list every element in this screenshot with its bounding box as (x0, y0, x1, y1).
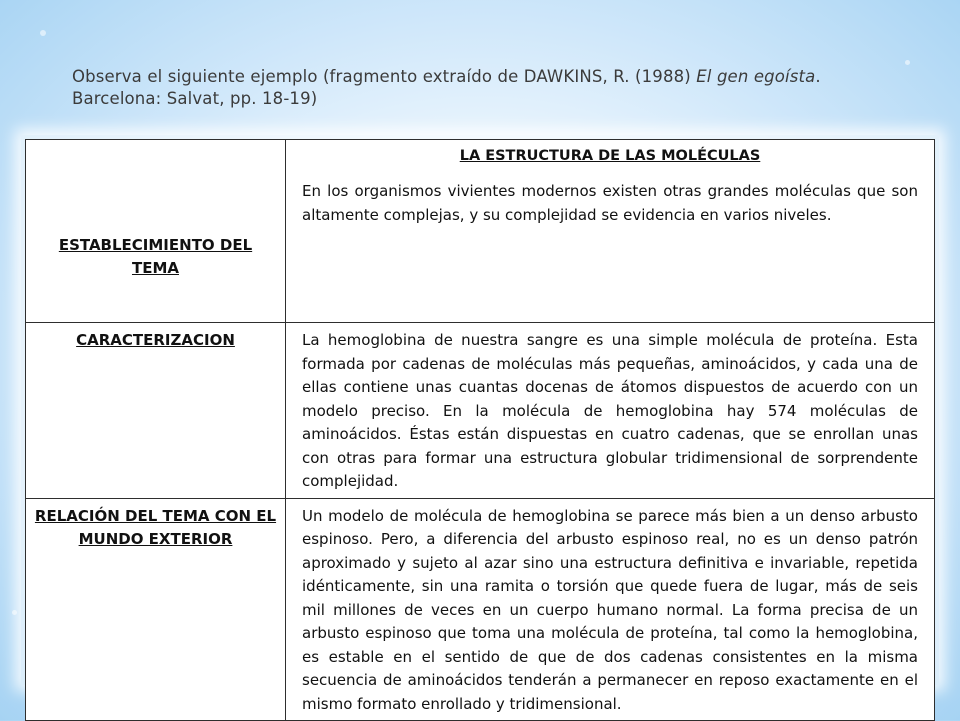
background-sparkle (12, 610, 17, 615)
row-content-establecimiento (286, 140, 935, 323)
intro-text (72, 66, 872, 110)
content-text: La hemoglobina de nuestra sangre es una simple molécula de proteína. Esta formada por cadenas de moléculas más pequeñas, aminoácidos, y cada una de ellas contiene unas cuantas docenas de átomos dispuestos de acuerdo con un modelo preciso. En la molécula de hemoglobina hay 574 moléculas de aminoácidos. Éstas están dispuestas en cuatro cadenas, que se enrollan unas con otras para formar una estructura globular tridimensional de sorprendente complejidad. (302, 331, 918, 490)
content-title: LA ESTRUCTURA DE LAS MOLÉCULAS (459, 148, 761, 164)
table-row (26, 323, 935, 499)
row-content-caracterizacion (286, 323, 935, 499)
intro-text-before: Observa el siguiente ejemplo (fragmento extraído de DAWKINS, R. (1988) (72, 67, 697, 86)
table-row (26, 498, 935, 721)
background-sparkle (905, 60, 910, 65)
intro-text-after: . Barcelona: Salvat, pp. 18-19) (72, 67, 821, 108)
content-text: En los organismos vivientes modernos existen otras grandes moléculas que son altamente complejas, y su complejidad se evidencia en varios niveles. (302, 182, 918, 224)
row-label-caracterizacion: CARACTERIZACION (26, 323, 286, 499)
content-text: Un modelo de molécula de hemoglobina se parece más bien a un denso arbusto espinoso. Pero, a diferencia del arbusto espinoso real, no es un denso patrón aproximado y sujeto al azar sino una estructura definitiva e invariable, repetida idénticamente, sin una ramita o torsión que quede fuera de lugar, más de seis mil millones de veces en un cuerpo humano normal. La forma precisa de un arbusto espinoso que toma una molécula de proteína, tal como la hemoglobina, es estable en el sentido de que de dos cadenas consistentes en la misma secuencia de aminoácidos tenderán a permanecer en reposo exactamente en el mismo formato enrollado y tridimensional. (302, 506, 918, 713)
row-content-relacion (286, 498, 935, 721)
row-label-relacion: RELACIÓN DEL TEMA CON EL MUNDO EXTERIOR (26, 498, 286, 721)
analysis-table (25, 139, 935, 721)
intro-book-title: El gen egoísta (696, 67, 816, 86)
background-sparkle (40, 30, 46, 36)
table-row (26, 140, 935, 323)
row-label-establecimiento: ESTABLECIMIENTO DEL TEMA (26, 140, 286, 323)
